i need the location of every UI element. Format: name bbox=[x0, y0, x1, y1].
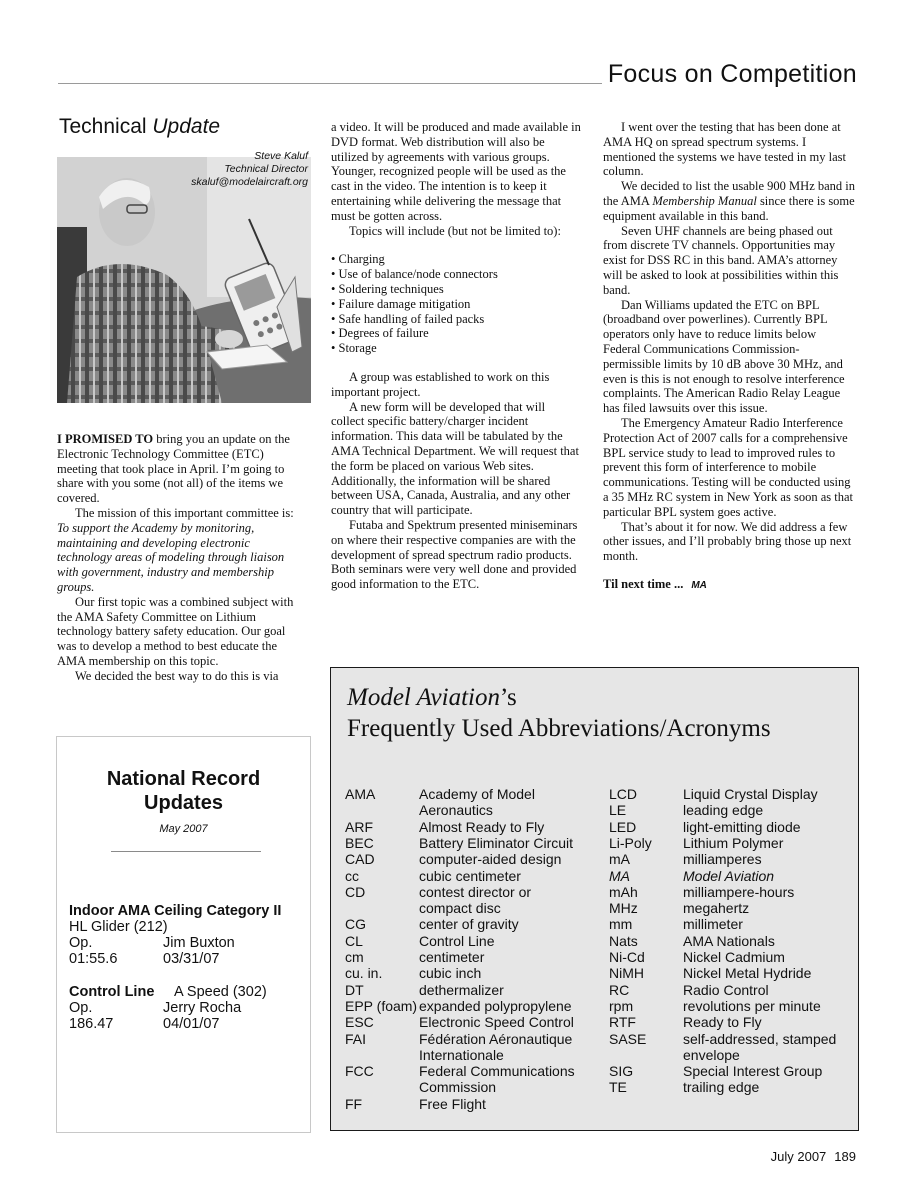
abbreviation-term: RC bbox=[609, 981, 630, 998]
abbreviation-term: mm bbox=[609, 916, 633, 933]
abbreviation-definition: self-addressed, stamped bbox=[683, 1030, 837, 1047]
abbreviation-definition: trailing edge bbox=[683, 1079, 760, 1096]
ma-end-mark: MA bbox=[691, 579, 707, 591]
paragraph: Dan Williams updated the ETC on BPL (broadband over powerlines). Currently BPL operators only have to reduce limits below Federal Communications Commission-permissible limits by 10 dB above 30 MHz, and even is this is not enough to resolve interference complaints. The American Radio Relay League has filed lawsuits over this issue. bbox=[603, 297, 845, 416]
abbreviation-term: CAD bbox=[345, 851, 375, 868]
abbreviation-definition: Academy of Model bbox=[419, 786, 535, 802]
abbreviation-definition: center of gravity bbox=[419, 916, 519, 933]
abbreviation-definition: revolutions per minute bbox=[683, 997, 821, 1014]
abbreviation-definition: expanded polypropylene bbox=[419, 997, 572, 1014]
abbreviation-definition: leading edge bbox=[683, 802, 764, 819]
abbreviation-definition: envelope bbox=[683, 1046, 740, 1063]
signoff: Til next time ... MA bbox=[603, 576, 707, 591]
author-photo bbox=[57, 157, 311, 403]
abbreviation-definition: Special Interest Group bbox=[683, 1063, 823, 1080]
record-event: HL Glider (212) bbox=[69, 919, 168, 935]
column-heading bbox=[59, 115, 220, 139]
paragraph: Topics will include (but not be limited to): bbox=[349, 223, 561, 238]
abbreviation-term: mAh bbox=[609, 883, 638, 900]
abbreviation-definition: Nickel Cadmium bbox=[683, 949, 785, 965]
abbreviation-term: cm bbox=[345, 949, 364, 965]
abbreviation-definition: Liquid Crystal Display bbox=[683, 786, 818, 802]
paragraph: Seven UHF channels are being phased out from discrete TV channels. Opportunities may exist for DSS RC in this band. AMA’s attorney will be asked to look at possibilities within this band. bbox=[603, 223, 839, 297]
list-item: • Safe handling of failed packs bbox=[331, 311, 485, 326]
section-title: Focus on Competition bbox=[602, 60, 857, 89]
issue-date: July 2007 bbox=[770, 1149, 827, 1164]
abbreviation-definition: computer-aided design bbox=[419, 851, 562, 868]
topic-list bbox=[331, 252, 581, 356]
abbreviation-term: Nats bbox=[609, 932, 638, 949]
abbreviation-definition: Free Flight bbox=[419, 1095, 486, 1112]
abbreviation-definition: cubic centimeter bbox=[419, 867, 521, 884]
author-role: Technical Director bbox=[224, 163, 308, 175]
abbreviation-term: MA bbox=[609, 867, 630, 884]
author-email[interactable]: skaluf@modelaircraft.org bbox=[191, 176, 308, 188]
abbreviation-definition: Radio Control bbox=[683, 981, 769, 998]
list-item: • Soldering techniques bbox=[331, 281, 444, 296]
abbreviation-term: RTF bbox=[609, 1014, 636, 1031]
column-heading-regular: Technical bbox=[59, 115, 153, 138]
paragraph: a video. It will be produced and made available in DVD format. Web distribution will also be utilized by agreements with various groups. Younger, recognized people will be used as the cast in the video. The intention is to keep it entertaining while delivering the message that must be gotten across. bbox=[331, 120, 581, 223]
record-updates-box bbox=[56, 736, 311, 1133]
author-name: Steve Kaluf bbox=[254, 150, 308, 162]
abbreviations-box bbox=[330, 667, 859, 1131]
abbreviation-definition: Ready to Fly bbox=[683, 1014, 762, 1031]
abbreviation-definition: Federal Communications bbox=[419, 1063, 575, 1080]
author-byline bbox=[191, 150, 308, 189]
paragraph: We decided to list the usable 900 MHz band in the AMA Membership Manual since there is some equipment available in this band. bbox=[603, 179, 856, 223]
article-column-1 bbox=[57, 432, 307, 684]
abbreviation-term: FCC bbox=[345, 1063, 374, 1080]
lead-in: I PROMISED TO bbox=[57, 432, 154, 446]
record-date: May 2007 bbox=[159, 823, 208, 835]
paragraph: A group was established to work on this important project. bbox=[331, 369, 550, 399]
page-footer bbox=[771, 1149, 856, 1164]
record-operator: Jerry Rocha bbox=[163, 1000, 242, 1016]
abbreviation-definition: AMA Nationals bbox=[683, 932, 775, 949]
abbreviation-term: DT bbox=[345, 981, 364, 998]
mission-statement: To support the Academy by monitoring, maintaining and developing electronic technology areas of modeling through liaison with government, industry and membership groups. bbox=[57, 520, 285, 594]
abbreviation-definition: Nickel Metal Hydride bbox=[683, 965, 812, 982]
record-op-label: Op. bbox=[69, 935, 93, 951]
abbreviation-definition: millimeter bbox=[683, 916, 743, 933]
record-divider bbox=[111, 851, 261, 852]
abbreviation-definition: Almost Ready to Fly bbox=[419, 818, 545, 835]
abbreviation-term: CG bbox=[345, 916, 366, 933]
paragraph: The Emergency Amateur Radio Interference Protection Act of 2007 calls for a comprehensive BPL service study to lead to improved rules to prevent this form of interference to mobile communications. Testing will be conducted using a 35 MHz RC system in New York as soon as that particular BPL system goes active. bbox=[603, 415, 853, 519]
abbreviation-definition: Lithium Polymer bbox=[683, 834, 784, 851]
abbreviation-term: Ni-Cd bbox=[609, 949, 645, 965]
paragraph: I PROMISED TO bring you an update on the Electronic Technology Committee (ETC) meeting that took place in April. I’m going to share with you some (not all) of the items we covered. bbox=[57, 432, 290, 506]
record-updates-title: National Record Updates bbox=[106, 768, 261, 814]
record-event: A Speed (302) bbox=[174, 984, 267, 1000]
abbreviation-term: rpm bbox=[609, 997, 634, 1014]
article-column-2 bbox=[331, 120, 581, 592]
abbreviation-term: AMA bbox=[345, 786, 376, 802]
abbreviations-title-line2: Frequently Used Abbreviations/Acronyms bbox=[347, 715, 771, 742]
abbreviation-term: NiMH bbox=[609, 965, 644, 982]
abbreviation-term: ESC bbox=[345, 1014, 374, 1031]
abbreviation-term: Li-Poly bbox=[609, 834, 652, 851]
list-item: • Storage bbox=[331, 341, 377, 356]
record-op-label: Op. bbox=[69, 1000, 93, 1016]
page-number: 189 bbox=[834, 1149, 856, 1164]
abbreviation-definition: Control Line bbox=[419, 932, 495, 949]
abbreviation-term: ARF bbox=[345, 818, 373, 835]
abbreviation-definition: Model Aviation bbox=[683, 867, 775, 884]
list-item: • Use of balance/node connectors bbox=[331, 267, 498, 282]
abbreviation-term: MHz bbox=[609, 900, 638, 917]
abbreviation-term: cu. in. bbox=[345, 965, 383, 982]
abbreviation-term: FAI bbox=[345, 1030, 367, 1047]
abbreviation-term: BEC bbox=[345, 834, 374, 851]
abbreviation-term: mA bbox=[609, 851, 630, 868]
abbreviation-definition: compact disc bbox=[419, 900, 501, 917]
abbreviation-term: LCD bbox=[609, 786, 638, 802]
abbreviation-definition: Battery Eliminator Circuit bbox=[419, 834, 574, 851]
abbreviation-definition: milliamperes bbox=[683, 851, 762, 868]
paragraph: The mission of this important committee is: To support the Academy by monitoring, maintaining and developing electronic technology areas of modeling through liaison with government, industry and membership groups. bbox=[57, 505, 294, 594]
abbreviation-definition: contest director or bbox=[419, 883, 532, 900]
record-date-value: 03/31/07 bbox=[163, 951, 220, 967]
abbreviation-term: LE bbox=[609, 802, 627, 819]
abbreviation-definition: Electronic Speed Control bbox=[419, 1014, 574, 1031]
list-item: • Charging bbox=[331, 252, 385, 267]
abbreviation-definition: Aeronautics bbox=[419, 802, 493, 819]
abbreviation-term: SASE bbox=[609, 1030, 647, 1047]
abbreviation-term: TE bbox=[609, 1079, 627, 1096]
abbreviation-term: cc bbox=[345, 867, 359, 884]
abbreviation-term: FF bbox=[345, 1095, 363, 1112]
abbreviation-definition: Fédération Aéronautique bbox=[419, 1030, 573, 1047]
abbreviation-definition: Internationale bbox=[419, 1046, 504, 1063]
abbreviations-title-line1: Model Aviation’s bbox=[347, 684, 517, 711]
abbreviation-term: LED bbox=[609, 818, 637, 835]
abbreviation-term: CL bbox=[345, 932, 363, 949]
record-value: 186.47 bbox=[69, 1016, 114, 1032]
abbreviation-definition: centimeter bbox=[419, 949, 485, 965]
abbreviation-term: CD bbox=[345, 883, 366, 900]
abbreviation-term: SIG bbox=[609, 1063, 634, 1080]
record-category: Control Line bbox=[69, 984, 155, 1000]
abbreviation-definition: dethermalizer bbox=[419, 981, 504, 998]
column-heading-italic: Update bbox=[152, 115, 221, 138]
article-column-3 bbox=[603, 120, 855, 594]
abbreviation-definition: megahertz bbox=[683, 900, 750, 917]
record-category: Indoor AMA Ceiling Category II bbox=[69, 903, 282, 919]
paragraph: I went over the testing that has been done at AMA HQ on spread spectrum systems. I mentioned the systems we have tested in my last column. bbox=[603, 120, 847, 179]
abbreviation-definition: milliampere-hours bbox=[683, 883, 795, 900]
paragraph: That’s about it for now. We did address a few other issues, and I’ll probably bring those up next month. bbox=[603, 519, 852, 564]
paragraph: Our first topic was a combined subject with the AMA Safety Committee on Lithium technology battery safety education. Our goal was to develop a method to best educate the AMA membership on this topic. bbox=[57, 594, 294, 668]
abbreviation-definition: cubic inch bbox=[419, 965, 482, 982]
record-date-value: 04/01/07 bbox=[163, 1016, 220, 1032]
abbreviation-definition: light-emitting diode bbox=[683, 818, 801, 835]
record-operator: Jim Buxton bbox=[163, 935, 235, 951]
abbreviation-definition: Commission bbox=[419, 1079, 497, 1096]
paragraph: Futaba and Spektrum presented miniseminars on where their respective companies are with the development of spread spectrum radio products. Both seminars were very well done and provided good information to the ETC. bbox=[331, 517, 578, 592]
record-value: 01:55.6 bbox=[69, 951, 118, 967]
list-item: • Failure damage mitigation bbox=[331, 296, 471, 311]
paragraph: A new form will be developed that will collect specific battery/charger incident information. This data will be tabulated by the AMA Technical Department. We will request that the form be placed on various Web sites. Additionally, the information will be shared between USA, Canada, Australia, and any other country that will participate. bbox=[331, 399, 579, 518]
list-item: • Degrees of failure bbox=[331, 326, 429, 341]
abbreviation-term: EPP (foam) bbox=[345, 997, 418, 1014]
paragraph: We decided the best way to do this is via bbox=[75, 668, 279, 683]
